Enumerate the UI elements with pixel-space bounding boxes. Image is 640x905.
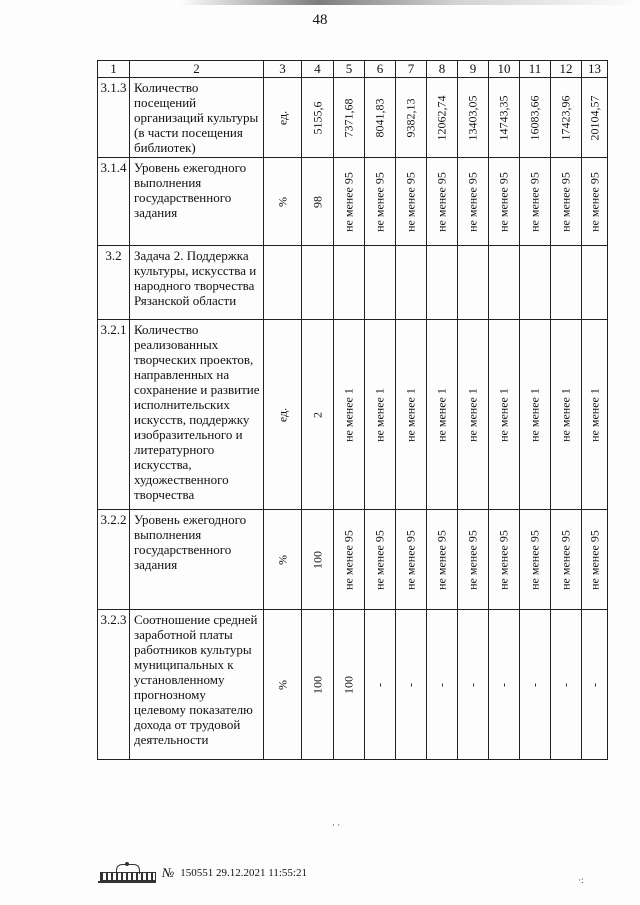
header-cell: 1 (98, 61, 130, 78)
row-year-value: не менее 95 (527, 171, 542, 232)
row-year-value: не менее 95 (558, 171, 573, 232)
row-base-value: 100 (310, 675, 324, 694)
row-year-value: 13403,05 (465, 95, 480, 140)
row-year-value: - (558, 682, 573, 687)
row-year-value: - (496, 682, 511, 687)
number-sign: № (162, 865, 175, 880)
row-year-value: не менее 95 (403, 171, 418, 232)
row-unit: % (275, 196, 289, 207)
row-base-value: 98 (310, 195, 324, 208)
header-cell: 10 (489, 61, 520, 78)
row-year-value: не менее 1 (341, 387, 356, 442)
table-row (98, 78, 608, 158)
table-row (98, 610, 608, 760)
row-year-value: - (434, 682, 449, 687)
row-year-value: не менее 1 (587, 387, 601, 442)
row-year-value: не менее 95 (496, 529, 511, 590)
header-cell: 11 (520, 61, 551, 78)
row-base-value: 5155,6 (310, 101, 324, 134)
header-cell: 13 (582, 61, 608, 78)
row-year-value: не менее 1 (403, 387, 418, 442)
header-cell: 2 (130, 61, 264, 78)
row-year-value: не менее 95 (434, 529, 449, 590)
row-year-value: - (372, 682, 387, 687)
header-cell: 6 (365, 61, 396, 78)
row-year-value: 8041,83 (372, 98, 387, 137)
row-code: 3.2.3 (98, 610, 130, 760)
table-header-row (98, 61, 608, 78)
table-row (98, 320, 608, 510)
row-indicator-name: Уровень ежегодного выполнения государственного задания (130, 510, 264, 610)
row-code: 3.1.4 (98, 158, 130, 246)
row-year-value: не менее 95 (496, 171, 511, 232)
row-year-value: - (587, 682, 601, 687)
row-year-value: не менее 95 (341, 529, 356, 590)
row-year-value: - (403, 682, 418, 687)
row-unit: ед. (275, 110, 289, 125)
row-code: 3.2 (98, 246, 130, 320)
table-row (98, 158, 608, 246)
row-year-value: 20104,57 (587, 95, 601, 140)
row-code: 3.2.1 (98, 320, 130, 510)
row-code: 3.2.2 (98, 510, 130, 610)
table-row (98, 510, 608, 610)
indicators-table (97, 60, 608, 760)
row-year-value: не менее 1 (465, 387, 480, 442)
row-year-value: не менее 95 (403, 529, 418, 590)
row-year-value: не менее 95 (587, 171, 601, 232)
row-year-value: не менее 95 (558, 529, 573, 590)
row-unit: % (275, 679, 289, 690)
row-base-value: 2 (310, 411, 324, 418)
row-year-value: 9382,13 (403, 98, 418, 137)
row-year-value: - (527, 682, 542, 687)
row-year-value: не менее 1 (496, 387, 511, 442)
header-cell: 12 (551, 61, 582, 78)
row-year-value: не менее 1 (372, 387, 387, 442)
page-number: 48 (312, 12, 328, 28)
header-cell: 7 (396, 61, 427, 78)
row-unit: % (275, 554, 289, 565)
row-year-value: не менее 95 (587, 529, 601, 590)
row-year-value: - (465, 682, 480, 687)
header-cell: 4 (302, 61, 334, 78)
header-cell: 3 (264, 61, 302, 78)
row-year-value: не менее 95 (372, 529, 387, 590)
scan-edge-shadow (180, 0, 640, 5)
header-cell: 8 (427, 61, 458, 78)
row-year-value: не менее 95 (372, 171, 387, 232)
row-indicator-name: Соотношение средней заработной платы работников культуры муниципальных к установленному прогнозному целевому показателю дохода от трудовой деятельности (130, 610, 264, 760)
row-year-value: не менее 95 (465, 529, 480, 590)
row-year-value: не менее 1 (558, 387, 573, 442)
row-year-value: не менее 95 (527, 529, 542, 590)
row-year-value: 12062,74 (434, 95, 449, 140)
row-indicator-name: Уровень ежегодного выполнения государственного задания (130, 158, 264, 246)
table-row (98, 246, 608, 320)
header-cell: 5 (334, 61, 365, 78)
row-unit: ед. (275, 407, 289, 422)
row-year-value: не менее 95 (341, 171, 356, 232)
scan-speck: · · (332, 820, 341, 830)
row-year-value: 100 (341, 675, 356, 694)
stamp-logo (98, 863, 156, 883)
row-code: 3.1.3 (98, 78, 130, 158)
stamp-text: 150551 29.12.2021 11:55:21 (180, 867, 307, 879)
row-year-value: не менее 1 (434, 387, 449, 442)
row-indicator-name: Количество посещений организаций культуры (в части посещения библиотек) (130, 78, 264, 158)
row-year-value: 16083,66 (527, 95, 542, 140)
electronic-stamp (98, 862, 307, 884)
row-year-value: не менее 1 (527, 387, 542, 442)
row-year-value: не менее 95 (434, 171, 449, 232)
header-cell: 9 (458, 61, 489, 78)
row-indicator-name: Количество реализованных творческих проектов, направленных на сохранение и развитие исполнительских искусств, поддержку изобразительного и литературного искусства, художественного творчества (130, 320, 264, 510)
row-year-value: 7371,68 (341, 98, 356, 137)
row-year-value: не менее 95 (465, 171, 480, 232)
scan-speck: ·: (578, 875, 584, 885)
row-indicator-name: Задача 2. Поддержка культуры, искусства и народного творчества Рязанской области (130, 246, 264, 320)
row-year-value: 17423,96 (558, 95, 573, 140)
row-year-value: 14743,35 (496, 95, 511, 140)
row-base-value: 100 (310, 550, 324, 569)
